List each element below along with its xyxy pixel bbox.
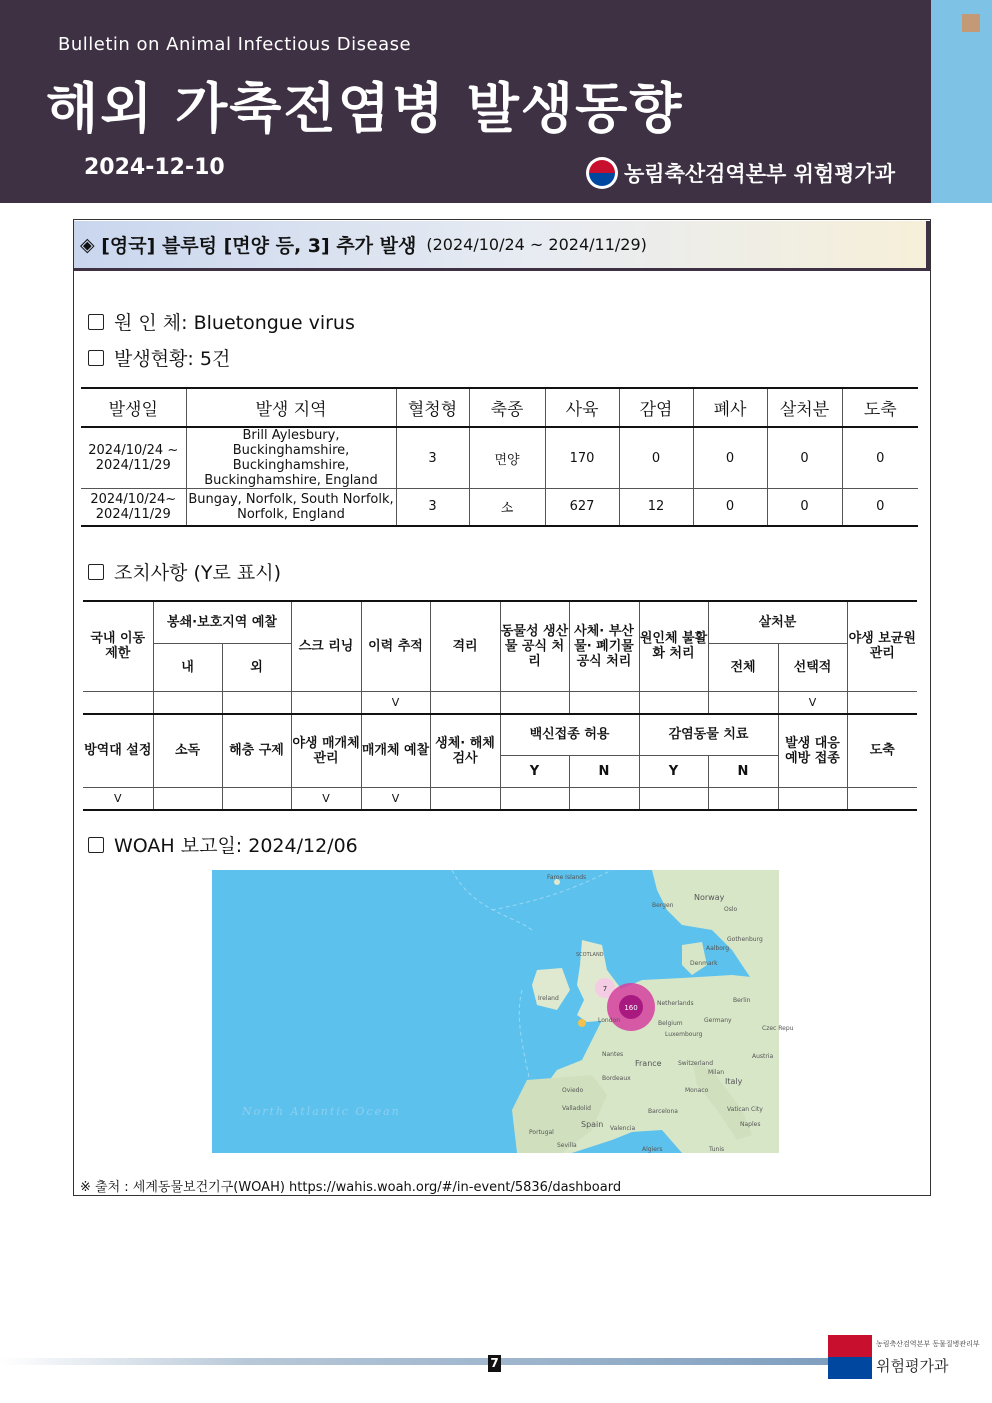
map-label: Spain <box>581 1120 604 1129</box>
measure-header: 살처분 <box>708 601 847 643</box>
table-cell: 0 <box>693 489 767 526</box>
table-cell: Brill Aylesbury, Buckinghamshire, Buckinghamshire, Buckinghamshire, England <box>186 427 396 489</box>
map-label: Valladolid <box>562 1105 591 1112</box>
table-cell: 3 <box>396 427 469 489</box>
corner-square <box>962 14 980 32</box>
map-label: Monaco <box>685 1087 709 1094</box>
mark-cell: V <box>291 788 361 811</box>
measure-header: 사체· 부산물· 폐기물 공식 처리 <box>569 601 639 691</box>
table-header-row <box>81 388 918 427</box>
bulletin-subtitle: Bulletin on Animal Infectious Disease <box>58 34 412 55</box>
map-label: Netherlands <box>657 1000 694 1007</box>
map-label: Oslo <box>724 906 738 913</box>
map-label: Bergen <box>652 902 674 909</box>
map-label: Luxembourg <box>665 1031 703 1038</box>
mark-cell <box>708 691 778 714</box>
mark-cell <box>430 788 500 811</box>
map-label: Portugal <box>529 1129 554 1136</box>
mark-cell <box>639 691 708 714</box>
measure-subheader: 전체 <box>708 643 778 691</box>
map-label: Algiers <box>642 1146 663 1153</box>
woah-report-date: WOAH 보고일: 2024/12/06 <box>114 835 358 857</box>
table-cell: 0 <box>693 427 767 489</box>
measure-subheader: 외 <box>222 643 291 691</box>
table-cell: 0 <box>767 489 842 526</box>
map-label: Italy <box>725 1077 743 1086</box>
map-label: Valencia <box>610 1125 636 1132</box>
measure-header: 스크 리닝 <box>291 601 361 691</box>
map-label: Denmark <box>690 960 718 967</box>
map-label: Ireland <box>538 995 559 1002</box>
mark-cell <box>153 788 222 811</box>
table-cell: 170 <box>545 427 619 489</box>
mark-cell <box>500 691 569 714</box>
table-row <box>81 489 918 526</box>
mark-cell <box>778 788 847 811</box>
mark-cell: V <box>83 788 153 811</box>
cluster-small-label: 7 <box>602 985 608 993</box>
column-header: 살처분 <box>767 388 842 427</box>
measure-header: 야생 매개체 관리 <box>291 714 361 788</box>
map-label: Tunis <box>709 1146 725 1153</box>
column-header: 발생일 <box>81 388 186 427</box>
europe-map-svg <box>212 870 794 1153</box>
measure-subheader: N <box>708 756 778 788</box>
mark-cell <box>500 788 569 811</box>
table-cell: 0 <box>619 427 693 489</box>
column-header: 도축 <box>842 388 918 427</box>
table-cell: 0 <box>842 427 918 489</box>
org-label: 농림축산검역본부 위험평가과 <box>624 162 896 186</box>
column-header: 축종 <box>469 388 545 427</box>
table-cell: 2024/10/24~ 2024/11/29 <box>81 489 186 526</box>
map-label: London <box>598 1017 620 1024</box>
map-label: Faroe Islands <box>547 874 587 881</box>
map-label: SCOTLAND <box>576 952 604 958</box>
measure-header: 이력 추적 <box>361 601 430 691</box>
table-row <box>81 427 918 489</box>
map-label: Czec Repu <box>762 1025 794 1032</box>
mark-cell <box>847 691 917 714</box>
measure-header: 봉쇄·보호지역 예찰 <box>153 601 291 643</box>
outbreak-map <box>212 870 794 1153</box>
measure-subheader: 선택적 <box>778 643 847 691</box>
checkbox-icon <box>88 314 104 330</box>
ocean-label: North Atlantic Ocean <box>242 1105 401 1118</box>
footer-dept: 농림축산검역본부 동물질병관리부 <box>876 1340 980 1348</box>
map-label: Berlin <box>733 997 751 1004</box>
footer-line <box>0 1358 830 1365</box>
mark-cell <box>83 691 153 714</box>
pathogen-text: 원 인 체: Bluetongue virus <box>114 312 355 334</box>
footer-emblem-icon <box>828 1335 872 1379</box>
column-header: 발생 지역 <box>186 388 396 427</box>
checkbox-icon <box>88 564 104 580</box>
mark-cell <box>153 691 222 714</box>
mark-cell <box>430 691 500 714</box>
table-cell: 3 <box>396 489 469 526</box>
mark-cell <box>222 788 291 811</box>
mark-cell <box>569 788 639 811</box>
measure-header: 생체· 해체 검사 <box>430 714 500 788</box>
footer-division: 위험평가과 <box>876 1357 949 1375</box>
measure-header: 원인체 불활화 처리 <box>639 601 708 691</box>
measure-header: 방역대 설정 <box>83 714 153 788</box>
map-label: Nantes <box>602 1051 624 1058</box>
mark-cell <box>222 691 291 714</box>
table-cell: Bungay, Norfolk, South Norfolk, Norfolk, England <box>186 489 396 526</box>
measures-table <box>83 600 917 811</box>
measures-header-row-3 <box>83 714 917 756</box>
org-name <box>586 157 895 189</box>
table-cell: 면양 <box>469 427 545 489</box>
table-cell: 2024/10/24 ~ 2024/11/29 <box>81 427 186 489</box>
page-title: 해외 가축전염병 발생동향 <box>46 77 684 140</box>
woah-line <box>88 831 358 858</box>
measures-label: 조치사항 (Y로 표시) <box>114 562 281 584</box>
measure-header: 야생 보균원 관리 <box>847 601 917 691</box>
measure-subheader: 내 <box>153 643 222 691</box>
checkbox-icon <box>88 837 104 853</box>
measure-header: 감염동물 치료 <box>639 714 778 756</box>
issue-date: 2024-12-10 <box>84 155 225 180</box>
measure-header: 해충 구제 <box>222 714 291 788</box>
diamond-icon: ◈ <box>80 233 95 256</box>
map-label: Sevilla <box>557 1142 577 1149</box>
measure-header: 소독 <box>153 714 222 788</box>
section-title-text: [영국] 블루텅 [면양 등, 3] 추가 발생 <box>101 235 417 257</box>
measures-line <box>88 558 281 585</box>
map-label: Naples <box>740 1121 761 1128</box>
mark-cell: V <box>361 788 430 811</box>
table-cell: 0 <box>767 427 842 489</box>
measure-header: 국내 이동 제한 <box>83 601 153 691</box>
outbreak-count-line <box>88 344 230 371</box>
table-cell: 소 <box>469 489 545 526</box>
map-label: Switzerland <box>678 1060 713 1067</box>
cluster-large-label: 160 <box>624 1004 638 1012</box>
measure-subheader: Y <box>500 756 569 788</box>
measure-header: 격리 <box>430 601 500 691</box>
location-marker[interactable] <box>578 1019 586 1027</box>
map-label: Gothenburg <box>727 936 763 943</box>
mark-cell <box>291 691 361 714</box>
measures-header-row-1 <box>83 601 917 643</box>
map-label: Oviedo <box>562 1087 584 1094</box>
measure-subheader: Y <box>639 756 708 788</box>
map-label: Belgium <box>658 1020 683 1027</box>
table-cell: 627 <box>545 489 619 526</box>
measure-header: 동물성 생산물 공식 처리 <box>500 601 569 691</box>
mark-cell <box>639 788 708 811</box>
map-label: Vatican City <box>727 1106 763 1113</box>
map-label: Germany <box>704 1017 732 1024</box>
table-cell: 12 <box>619 489 693 526</box>
mark-cell <box>847 788 917 811</box>
outbreak-table <box>81 387 918 527</box>
measure-header: 백신접종 허용 <box>500 714 639 756</box>
pathogen-line <box>88 308 355 335</box>
column-header: 폐사 <box>693 388 767 427</box>
section-date-range: (2024/10/24 ~ 2024/11/29) <box>426 235 647 254</box>
map-label: Aalborg <box>706 945 730 952</box>
map-label: Austria <box>752 1053 774 1060</box>
section-title <box>74 221 930 271</box>
map-label: Barcelona <box>648 1108 678 1115</box>
column-header: 혈청형 <box>396 388 469 427</box>
checkbox-icon <box>88 350 104 366</box>
mark-cell: V <box>778 691 847 714</box>
column-header: 사육 <box>545 388 619 427</box>
government-emblem-icon <box>586 157 618 189</box>
mark-cell: V <box>361 691 430 714</box>
measure-header: 매개체 예찰 <box>361 714 430 788</box>
measures-marks-row-2 <box>83 788 917 811</box>
outbreak-count-text: 발생현황: 5건 <box>114 348 231 370</box>
source-note: ※ 출처 : 세계동물보건기구(WOAH) https://wahis.woah.org/#/in-event/5836/dashboard <box>80 1180 622 1195</box>
map-label: Bordeaux <box>602 1075 631 1082</box>
measure-header: 발생 대응 예방 접종 <box>778 714 847 788</box>
map-label: Milan <box>708 1069 724 1076</box>
table-cell: 0 <box>842 489 918 526</box>
measure-header: 도축 <box>847 714 917 788</box>
column-header: 감염 <box>619 388 693 427</box>
measure-subheader: N <box>569 756 639 788</box>
mark-cell <box>569 691 639 714</box>
measures-marks-row-1 <box>83 691 917 714</box>
page-number: 7 <box>488 1355 501 1372</box>
mark-cell <box>708 788 778 811</box>
map-label: Norway <box>694 893 725 902</box>
map-label: France <box>635 1059 662 1068</box>
